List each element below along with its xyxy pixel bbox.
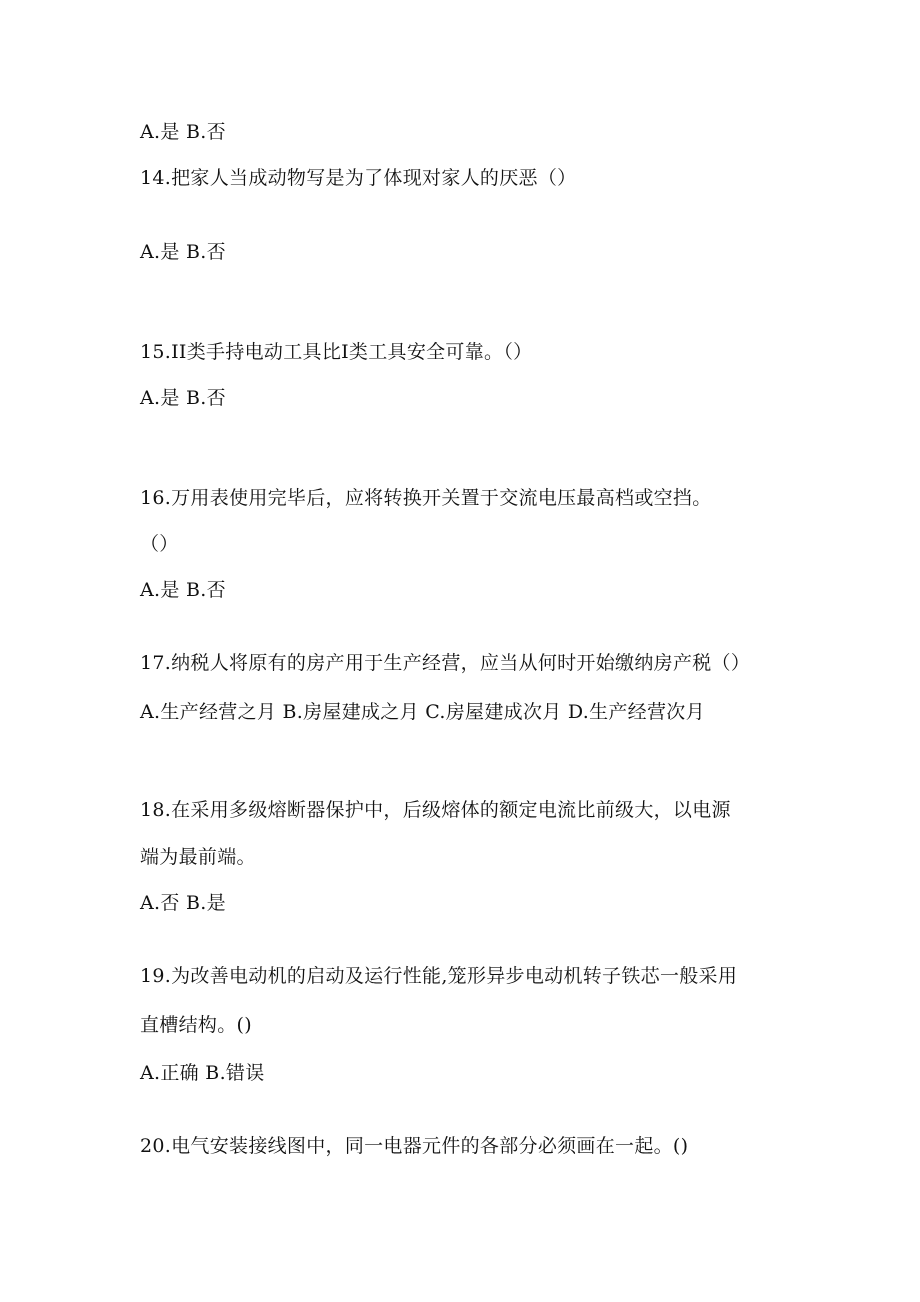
q14-question: 14.把家人当成动物写是为了体现对家人的厌恶（） — [140, 167, 577, 189]
q18-question: 18.在采用多级熔断器保护中，后级熔体的额定电流比前级大，以电源 — [140, 799, 731, 821]
q17-question: 17.纳税人将原有的房产用于生产经营，应当从何时开始缴纳房产税（） — [140, 652, 751, 674]
q13-options: A.是 B.否 — [140, 121, 226, 143]
q19-question-cont: 直槽结构。() — [140, 1014, 252, 1036]
q18-options: A.否 B.是 — [140, 892, 226, 914]
q19-question: 19.为改善电动机的启动及运行性能,笼形异步电动机转子铁芯一般采用 — [140, 965, 738, 987]
q19-options: A.正确 B.错误 — [140, 1062, 265, 1084]
q15-options: A.是 B.否 — [140, 387, 226, 409]
q16-question-cont: （） — [140, 533, 179, 555]
q16-question: 16.万用表使用完毕后，应将转换开关置于交流电压最高档或空挡。 — [140, 487, 712, 509]
q17-options: A.生产经营之月 B.房屋建成之月 C.房屋建成次月 D.生产经营次月 — [140, 701, 705, 723]
q18-question-cont: 端为最前端。 — [140, 846, 256, 868]
q16-options: A.是 B.否 — [140, 579, 226, 601]
q20-question: 20.电气安装接线图中，同一电器元件的各部分必须画在一起。() — [140, 1135, 689, 1157]
q14-options: A.是 B.否 — [140, 241, 226, 263]
q15-question: 15.II类手持电动工具比I类工具安全可靠。（） — [140, 341, 533, 363]
